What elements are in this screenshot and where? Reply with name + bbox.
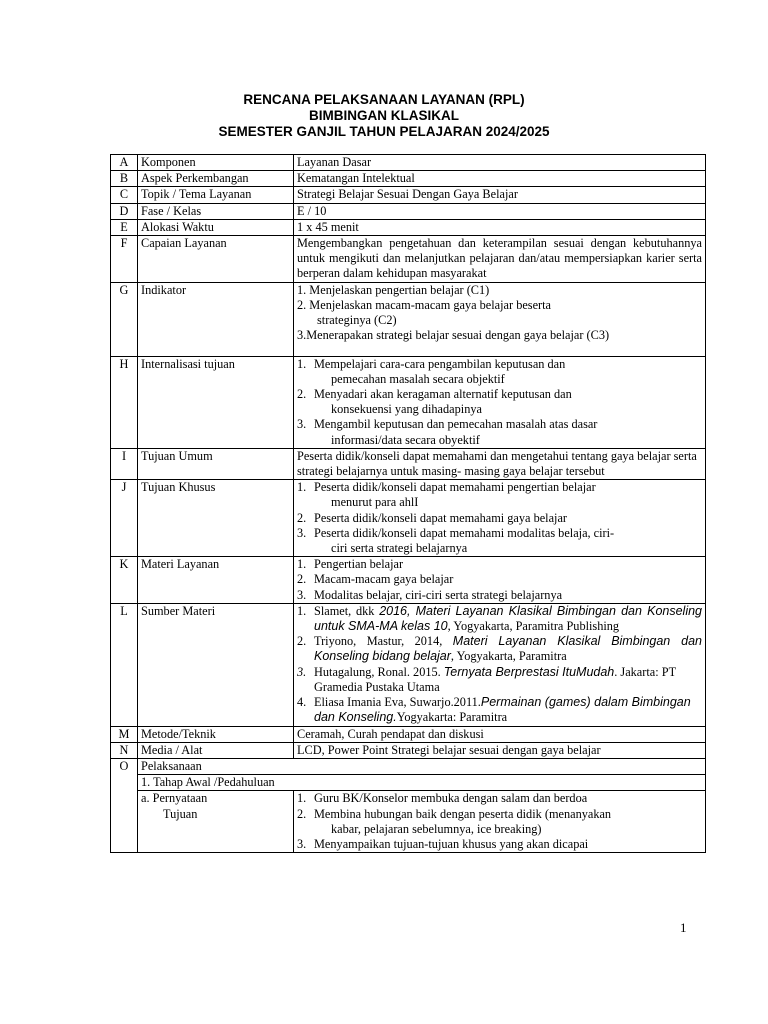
- source-item: [297, 665, 702, 695]
- sub-label: [138, 791, 294, 853]
- source-item: [297, 604, 702, 634]
- list-item: [297, 511, 702, 526]
- row-code: I: [111, 448, 138, 479]
- row-label: Capaian Layanan: [138, 236, 294, 283]
- list-text: Menyadari akan keragaman alternatif keputusan dan: [314, 387, 572, 402]
- source-publisher: Yogyakarta: Paramitra: [396, 710, 508, 725]
- list-number: 2.: [297, 387, 307, 402]
- list-text: Peserta didik/konseli dapat memahami pengertian belajar: [314, 480, 596, 495]
- row-value: Mengembangkan pengetahuan dan keterampilan sesuai dengan kebutuhannya untuk mengikuti dan melanjutkan pelajaran dan/atau mempersiapkan karier serta berperan dalam kehidupan masyarakat: [294, 236, 706, 283]
- list-number: 3.: [297, 664, 307, 679]
- source-title: 2016, Materi Layanan Klasikal Bimbingan dan Konseling untuk SMA-MA kelas 10: [314, 603, 703, 634]
- source-item: [297, 695, 702, 725]
- page-number: 1: [680, 920, 687, 935]
- row-value: [294, 603, 706, 726]
- row-materi: [111, 557, 706, 604]
- list-number: 2.: [297, 806, 307, 821]
- list-item: [297, 357, 702, 387]
- list-number: 3.: [297, 587, 307, 602]
- source-publisher: , Yogyakarta, Paramitra Publishing: [447, 619, 620, 634]
- materi-list: [297, 557, 702, 603]
- list-number: 1.: [297, 480, 307, 495]
- row-code: C: [111, 187, 138, 203]
- list-item: [297, 480, 702, 510]
- row-value: E / 10: [294, 203, 706, 219]
- list-item: [297, 526, 702, 556]
- row-tahap-awal: [111, 775, 706, 791]
- list-number: 3.: [297, 836, 307, 851]
- list-item: [297, 387, 702, 417]
- list-number: 1.: [297, 791, 307, 806]
- list-number: 3.: [297, 525, 307, 540]
- row-tujuan-umum: [111, 448, 706, 479]
- list-text: Macam-macam gaya belajar: [314, 572, 454, 587]
- tujuan-khusus-list: [297, 480, 702, 556]
- stage-label: 1. Tahap Awal /Pedahuluan: [138, 775, 706, 791]
- indicator-item-cont: strateginya (C2): [317, 313, 397, 328]
- list-text-cont: informasi/data secara obyektif: [331, 432, 480, 447]
- sumber-list: [297, 604, 702, 726]
- row-value: 1 x 45 menit: [294, 219, 706, 235]
- indicator-item: 3.Menerapakan strategi belajar sesuai dengan gaya belajar (C3): [297, 328, 610, 343]
- document-semester: SEMESTER GANJIL TAHUN PELAJARAN 2024/2025: [218, 124, 550, 139]
- row-code: M: [111, 726, 138, 742]
- source-author: Slamet, dkk: [314, 603, 380, 618]
- list-item: [297, 572, 702, 587]
- source-item: [297, 634, 702, 664]
- row-tujuan-khusus: [111, 480, 706, 557]
- row-label: Tujuan Khusus: [138, 480, 294, 557]
- list-item: [297, 837, 702, 852]
- list-text: Mempelajari cara-cara pengambilan keputusan dan: [314, 356, 566, 371]
- list-text: Peserta didik/konseli dapat memahami gaya belajar: [314, 510, 568, 525]
- document-title: RENCANA PELAKSANAAN LAYANAN (RPL): [243, 92, 525, 107]
- row-value: [294, 480, 706, 557]
- rpl-table: [110, 154, 706, 853]
- row-label: Indikator: [138, 282, 294, 356]
- list-text: Menyampaikan tujuan-tujuan khusus yang akan dicapai: [314, 836, 589, 851]
- list-item: [297, 557, 702, 572]
- row-label: Topik / Tema Layanan: [138, 187, 294, 203]
- indicator-item: 1. Menjelaskan pengertian belajar (C1): [297, 282, 490, 297]
- row-label: Alokasi Waktu: [138, 219, 294, 235]
- list-text: Pengertian belajar: [314, 557, 404, 572]
- list-text-cont: menurut para ahlI: [331, 495, 419, 510]
- pelaksanaan-list: [297, 791, 702, 852]
- row-value: Ceramah, Curah pendapat dan diskusi: [294, 726, 706, 742]
- row-label: Tujuan Umum: [138, 448, 294, 479]
- row-label: Media / Alat: [138, 742, 294, 758]
- list-text: Membina hubungan baik dengan peserta didik (menanyakan: [314, 806, 612, 821]
- list-item: [297, 791, 702, 806]
- row-sumber: [111, 603, 706, 726]
- row-value: [294, 282, 706, 356]
- source-author: Triyono, Mastur, 2014,: [314, 634, 453, 649]
- list-text-cont: pemecahan masalah secara objektif: [331, 371, 505, 386]
- list-text-cont: ciri serta strategi belajarnya: [331, 541, 468, 556]
- row-pelaksanaan: [111, 758, 706, 774]
- row-value: Kematangan Intelektual: [294, 171, 706, 187]
- list-text: Guru BK/Konselor membuka dengan salam dan berdoa: [314, 791, 588, 806]
- sub-label-line: Tujuan: [163, 806, 198, 821]
- sub-label-line: a. Pernyataan: [141, 791, 208, 806]
- row-fase: [111, 203, 706, 219]
- row-value: Layanan Dasar: [294, 155, 706, 171]
- row-code: N: [111, 742, 138, 758]
- list-text: Peserta didik/konseli dapat memahami modalitas belaja, ciri-: [314, 525, 615, 540]
- internalisasi-list: [297, 357, 702, 448]
- row-internalisasi: [111, 356, 706, 448]
- row-label: Metode/Teknik: [138, 726, 294, 742]
- row-code: K: [111, 557, 138, 604]
- row-value: Peserta didik/konseli dapat memahami dan mengetahui tentang gaya belajar serta strategi belajarnya untuk masing- masing gaya belajar tersebut: [294, 448, 706, 479]
- row-value: [294, 791, 706, 853]
- source-publisher: . Jakarta: PT Gramedia Pustaka Utama: [314, 664, 676, 694]
- list-number: 2.: [297, 634, 307, 649]
- row-code: H: [111, 356, 138, 448]
- list-item: [297, 588, 702, 603]
- list-item: [297, 417, 702, 447]
- row-media: [111, 742, 706, 758]
- row-indikator: [111, 282, 706, 356]
- row-code: L: [111, 603, 138, 726]
- source-author: Hutagalung, Ronal. 2015.: [314, 664, 444, 679]
- list-text: Modalitas belajar, ciri-ciri serta strategi belajarnya: [314, 587, 563, 602]
- row-topik: [111, 187, 706, 203]
- row-pernyataan-tujuan: [111, 791, 706, 853]
- list-number: 2.: [297, 510, 307, 525]
- row-capaian: [111, 236, 706, 283]
- row-label: Fase / Kelas: [138, 203, 294, 219]
- row-value: [294, 356, 706, 448]
- row-code: A: [111, 155, 138, 171]
- row-label: Materi Layanan: [138, 557, 294, 604]
- row-label: Sumber Materi: [138, 603, 294, 726]
- list-text-cont: konsekuensi yang dihadapinya: [331, 402, 482, 417]
- list-number: 1.: [297, 356, 307, 371]
- row-metode: [111, 726, 706, 742]
- row-code: D: [111, 203, 138, 219]
- row-value: LCD, Power Point Strategi belajar sesuai dengan gaya belajar: [294, 742, 706, 758]
- row-value: [294, 557, 706, 604]
- row-aspek: [111, 171, 706, 187]
- list-number: 4.: [297, 695, 307, 710]
- list-item: [297, 807, 702, 837]
- row-komponen: [111, 155, 706, 171]
- indicator-item: 2. Menjelaskan macam-macam gaya belajar beserta: [297, 297, 552, 312]
- row-code: G: [111, 282, 138, 356]
- list-number: 1.: [297, 603, 307, 618]
- row-value: Strategi Belajar Sesuai Dengan Gaya Belajar: [294, 187, 706, 203]
- row-label: Pelaksanaan: [138, 758, 706, 774]
- source-title: Permainan (games) dalam Bimbingan dan Konseling.: [314, 695, 691, 725]
- list-number: 1.: [297, 557, 307, 572]
- row-label: Aspek Perkembangan: [138, 171, 294, 187]
- source-publisher: , Yogyakarta, Paramitra: [450, 649, 567, 664]
- list-text-cont: kabar, pelajaran sebelumnya, ice breaking): [331, 821, 542, 836]
- row-label: Komponen: [138, 155, 294, 171]
- row-alokasi: [111, 219, 706, 235]
- row-code: O: [111, 758, 138, 852]
- source-author: Eliasa Imania Eva, Suwarjo.2011.: [314, 695, 481, 710]
- source-title: Ternyata Berprestasi ItuMudah: [443, 664, 615, 679]
- row-label: Internalisasi tujuan: [138, 356, 294, 448]
- list-text: Mengambil keputusan dan pemecahan masalah atas dasar: [314, 417, 598, 432]
- row-code: J: [111, 480, 138, 557]
- row-code: E: [111, 219, 138, 235]
- list-number: 2.: [297, 572, 307, 587]
- row-code: B: [111, 171, 138, 187]
- source-title: Materi Layanan Klasikal Bimbingan dan Konseling bidang belajar: [314, 634, 702, 664]
- row-code: F: [111, 236, 138, 283]
- document-subtitle: BIMBINGAN KLASIKAL: [309, 108, 459, 123]
- list-number: 3.: [297, 417, 307, 432]
